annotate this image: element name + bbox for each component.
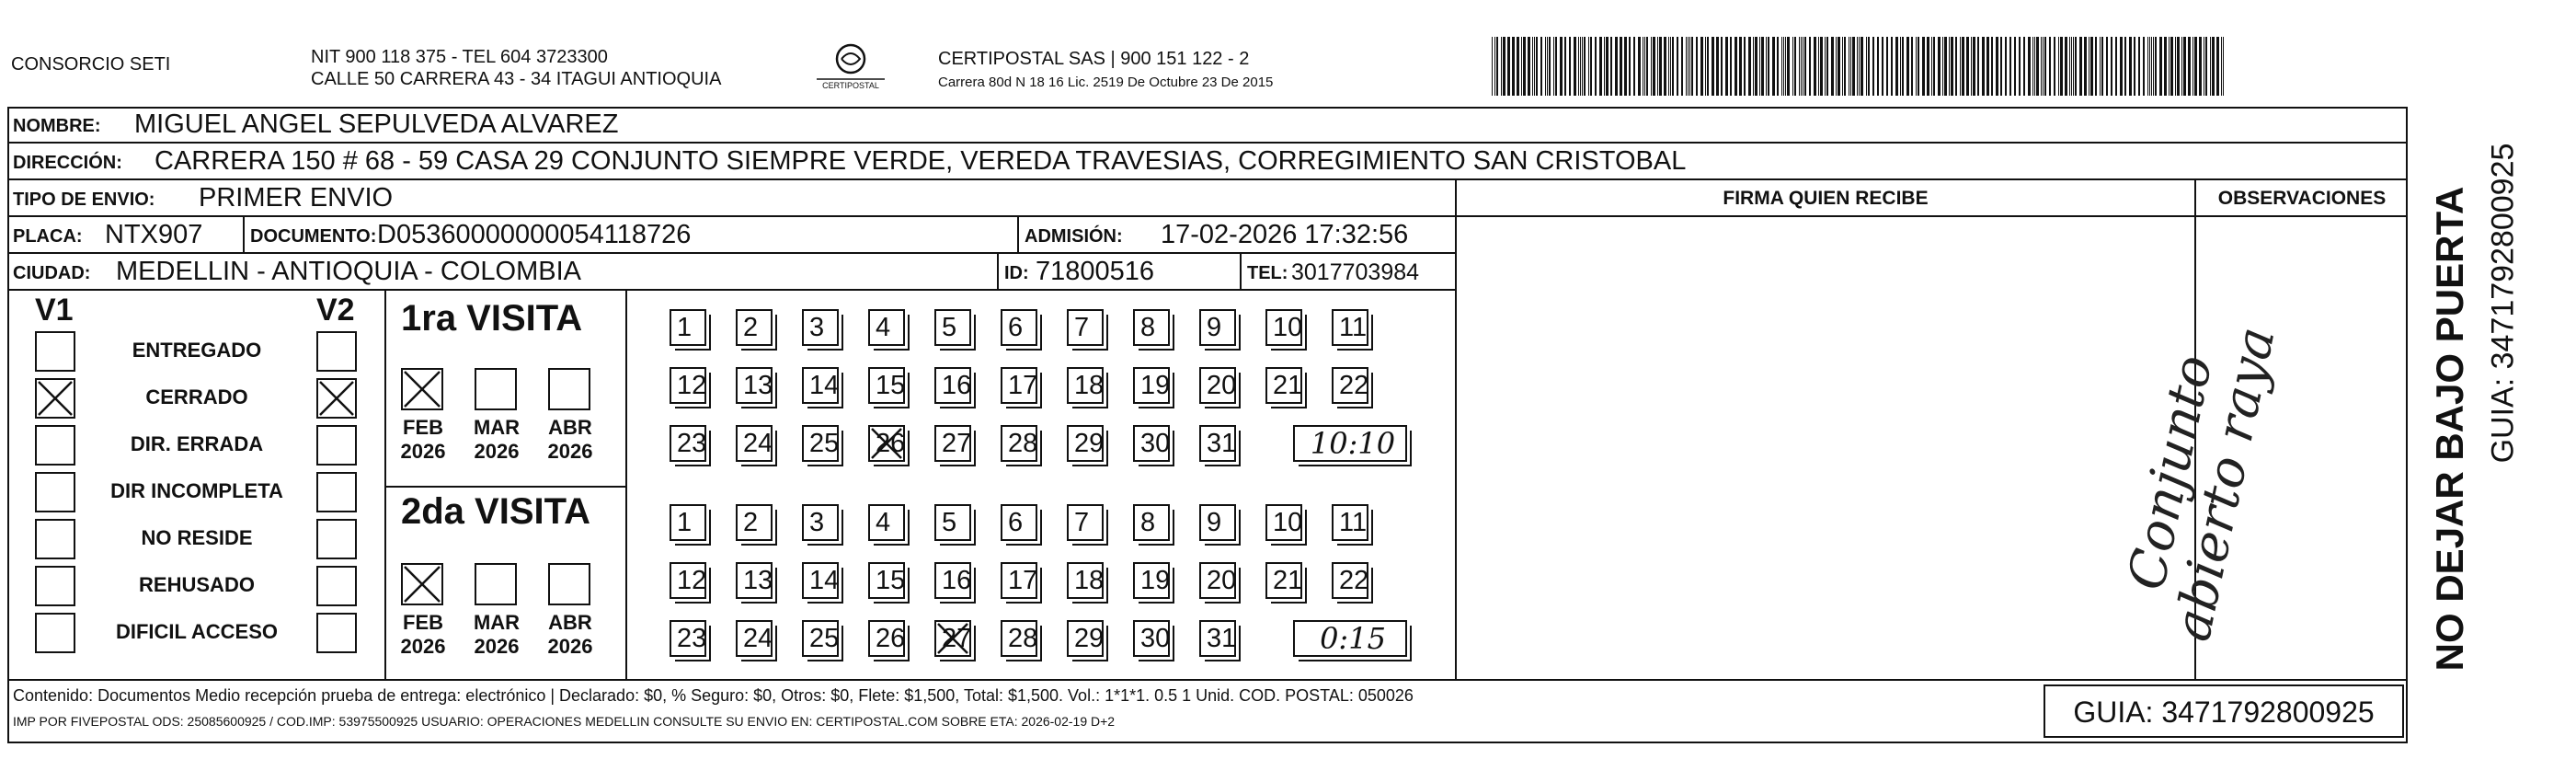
tel-value: 3017703984 (1291, 259, 1420, 285)
license-line: Carrera 80d N 18 16 Lic. 2519 De Octubre 23 De 2015 (938, 75, 1274, 90)
month-label: ABR (548, 416, 592, 439)
tipo-value: PRIMER ENVIO (199, 183, 394, 213)
month-checkbox[interactable] (475, 368, 517, 410)
logo-caption: CERTIPOSTAL (822, 81, 879, 90)
day-box[interactable]: 20 (1199, 562, 1236, 599)
day-box[interactable]: 7 (1067, 309, 1104, 346)
day-box[interactable]: 27 (934, 620, 971, 657)
month-checkbox[interactable] (548, 368, 590, 410)
status-label: REHUSADO (139, 573, 255, 596)
day-box[interactable]: 19 (1133, 562, 1170, 599)
day-box[interactable]: 8 (1133, 309, 1170, 346)
visit2-title: 2da VISITA (401, 491, 590, 532)
day-box[interactable]: 5 (934, 504, 971, 541)
month-label: FEB (403, 416, 443, 439)
documento-value: D05360000000054118726 (377, 220, 692, 249)
address-line: CALLE 50 CARRERA 43 - 34 ITAGUI ANTIOQUIA (311, 69, 722, 89)
month-year: 2026 (474, 635, 520, 658)
day-box[interactable]: 17 (1001, 367, 1037, 404)
day-box[interactable]: 1 (670, 504, 706, 541)
v1-checkbox[interactable] (35, 613, 75, 653)
day-box[interactable]: 31 (1199, 425, 1236, 462)
barcode (1492, 37, 2227, 96)
v1-checkbox[interactable] (35, 566, 75, 606)
row-tipo (7, 180, 1457, 217)
day-box[interactable]: 15 (868, 367, 905, 404)
month-label: MAR (473, 611, 521, 634)
tipo-label: TIPO DE ENVIO: (13, 190, 155, 210)
company-name: CONSORCIO SETI (11, 54, 171, 75)
certipostal-logo (811, 39, 890, 96)
nombre-value: MIGUEL ANGEL SEPULVEDA ALVAREZ (134, 109, 619, 139)
day-box[interactable]: 6 (1001, 309, 1037, 346)
month-year: 2026 (474, 440, 520, 463)
visit-time[interactable]: 10:10 (1293, 425, 1407, 462)
status-label: ENTREGADO (132, 339, 262, 362)
day-box[interactable]: 6 (1001, 504, 1037, 541)
month-label: FEB (403, 611, 443, 634)
month-checkbox[interactable] (401, 368, 443, 410)
certipostal-line: CERTIPOSTAL SAS | 900 151 122 - 2 (938, 49, 1250, 69)
direccion-label: DIRECCIÓN: (13, 153, 122, 173)
visit-divider (384, 291, 386, 679)
day-box[interactable]: 18 (1067, 562, 1104, 599)
day-box[interactable]: 28 (1001, 620, 1037, 657)
day-box[interactable]: 9 (1199, 504, 1236, 541)
day-box[interactable]: 13 (736, 562, 773, 599)
status-label: NO RESIDE (141, 526, 253, 549)
day-box[interactable]: 7 (1067, 504, 1104, 541)
day-box[interactable]: 13 (736, 367, 773, 404)
footer-line (7, 679, 2408, 681)
day-box[interactable]: 10 (1265, 504, 1302, 541)
month-checkbox[interactable] (401, 563, 443, 605)
tel-label: TEL: (1247, 263, 1288, 283)
v2-checkbox[interactable] (316, 425, 357, 466)
ciudad-label: CIUDAD: (13, 263, 91, 283)
month-year: 2026 (400, 440, 446, 463)
footer-imp: IMP POR FIVEPOSTAL ODS: 25085600925 / COD.IMP: 53975500925 USUARIO: OPERACIONES MEDELLIN CONSULTE SU ENVIO EN: CERTIPOSTAL.COM SOBRE ETA: 2026-02-19 D+2 (13, 714, 1116, 729)
visit1-title: 1ra VISITA (401, 298, 583, 339)
v1-checkbox[interactable] (35, 472, 75, 512)
row-nombre (7, 107, 2408, 144)
status-label: DIR. ERRADA (130, 432, 264, 455)
day-box[interactable]: 1 (670, 309, 706, 346)
day-box[interactable]: 29 (1067, 620, 1104, 657)
v2-checkbox[interactable] (316, 472, 357, 512)
v2-header: V2 (316, 293, 355, 328)
day-box[interactable]: 26 (868, 425, 905, 462)
observaciones-header: OBSERVACIONES (2217, 188, 2387, 209)
v1-checkbox[interactable] (35, 425, 75, 466)
firma-header: FIRMA QUIEN RECIBE (1723, 188, 1929, 209)
col-header-line (1457, 215, 2408, 217)
status-label: CERRADO (145, 385, 248, 408)
day-box[interactable]: 25 (802, 425, 839, 462)
v2-checkbox[interactable] (316, 519, 357, 559)
day-box[interactable]: 30 (1133, 425, 1170, 462)
day-box[interactable]: 31 (1199, 620, 1236, 657)
day-box[interactable]: 14 (802, 367, 839, 404)
day-box[interactable]: 23 (670, 620, 706, 657)
day-box[interactable]: 28 (1001, 425, 1037, 462)
day-box[interactable]: 22 (1332, 562, 1368, 599)
day-box[interactable]: 26 (868, 620, 905, 657)
v2-checkbox[interactable] (316, 613, 357, 653)
day-box[interactable]: 11 (1332, 309, 1368, 346)
day-box[interactable]: 22 (1332, 367, 1368, 404)
nombre-label: NOMBRE: (13, 116, 101, 136)
day-box[interactable]: 20 (1199, 367, 1236, 404)
day-box[interactable]: 5 (934, 309, 971, 346)
footer-contenido: Contenido: Documentos Medio recepción prueba de entrega: electrónico | Declarado: $0, % Seguro: $0, Otros: $0, Flete: $1,500, Total: $1,500. Vol.: 1*1*1. 0.5 1 Unid. COD. POSTAL: 050026 (13, 686, 1414, 705)
day-box[interactable]: 15 (868, 562, 905, 599)
day-box[interactable]: 21 (1265, 367, 1302, 404)
id-value: 71800516 (1036, 257, 1155, 286)
day-box[interactable]: 29 (1067, 425, 1104, 462)
nit-line: NIT 900 118 375 - TEL 604 3723300 (311, 47, 608, 67)
status-label: DIFICIL ACCESO (115, 620, 278, 643)
month-year: 2026 (400, 635, 446, 658)
visit-time[interactable]: 0:15 (1293, 620, 1407, 657)
row-direccion (7, 144, 2408, 180)
day-box[interactable]: 27 (934, 425, 971, 462)
id-label: ID: (1004, 263, 1029, 283)
month-label: MAR (473, 416, 521, 439)
placa-label: PLACA: (13, 226, 83, 247)
placa-value: NTX907 (105, 220, 203, 249)
footer-guia-box (2044, 684, 2404, 738)
day-box[interactable]: 4 (868, 309, 905, 346)
row-ciudad (7, 254, 1457, 291)
day-box[interactable]: 11 (1332, 504, 1368, 541)
day-box[interactable]: 16 (934, 367, 971, 404)
day-box[interactable]: 30 (1133, 620, 1170, 657)
admision-value: 17-02-2026 17:32:56 (1161, 220, 1409, 249)
month-year: 2026 (547, 440, 593, 463)
day-box[interactable]: 3 (802, 504, 839, 541)
day-box[interactable]: 17 (1001, 562, 1037, 599)
day-box[interactable]: 9 (1199, 309, 1236, 346)
day-box[interactable]: 23 (670, 425, 706, 462)
direccion-value: CARRERA 150 # 68 - 59 CASA 29 CONJUNTO SIEMPRE VERDE, VEREDA TRAVESIAS, CORREGIMIENTO SAN CRISTOBAL (155, 146, 1687, 176)
day-box[interactable]: 25 (802, 620, 839, 657)
day-box[interactable]: 3 (802, 309, 839, 346)
day-box[interactable]: 12 (670, 562, 706, 599)
v1-checkbox[interactable] (35, 378, 75, 419)
v2-checkbox[interactable] (316, 566, 357, 606)
v1-header: V1 (35, 293, 74, 328)
day-box[interactable]: 2 (736, 504, 773, 541)
month-label: ABR (548, 611, 592, 634)
documento-label: DOCUMENTO: (250, 226, 377, 247)
day-box[interactable]: 21 (1265, 562, 1302, 599)
v1-checkbox[interactable] (35, 331, 75, 372)
day-box[interactable]: 24 (736, 620, 773, 657)
day-box[interactable]: 4 (868, 504, 905, 541)
day-box[interactable]: 14 (802, 562, 839, 599)
visit-separator (384, 486, 625, 488)
day-box[interactable]: 8 (1133, 504, 1170, 541)
day-box[interactable]: 12 (670, 367, 706, 404)
month-year: 2026 (547, 635, 593, 658)
status-label: DIR INCOMPLETA (110, 479, 283, 502)
day-box[interactable]: 2 (736, 309, 773, 346)
day-box[interactable]: 18 (1067, 367, 1104, 404)
row-placa (7, 217, 1457, 254)
day-box[interactable]: 16 (934, 562, 971, 599)
month-divider (625, 291, 627, 679)
v2-checkbox[interactable] (316, 378, 357, 419)
day-box[interactable]: 19 (1133, 367, 1170, 404)
v1-checkbox[interactable] (35, 519, 75, 559)
ciudad-value: MEDELLIN - ANTIOQUIA - COLOMBIA (116, 257, 581, 286)
month-checkbox[interactable] (548, 563, 590, 605)
day-box[interactable]: 24 (736, 425, 773, 462)
day-box[interactable]: 10 (1265, 309, 1302, 346)
admision-label: ADMISIÓN: (1025, 226, 1123, 247)
footer-guia: GUIA: 3471792800925 (2073, 696, 2375, 729)
month-checkbox[interactable] (475, 563, 517, 605)
v2-checkbox[interactable] (316, 331, 357, 372)
